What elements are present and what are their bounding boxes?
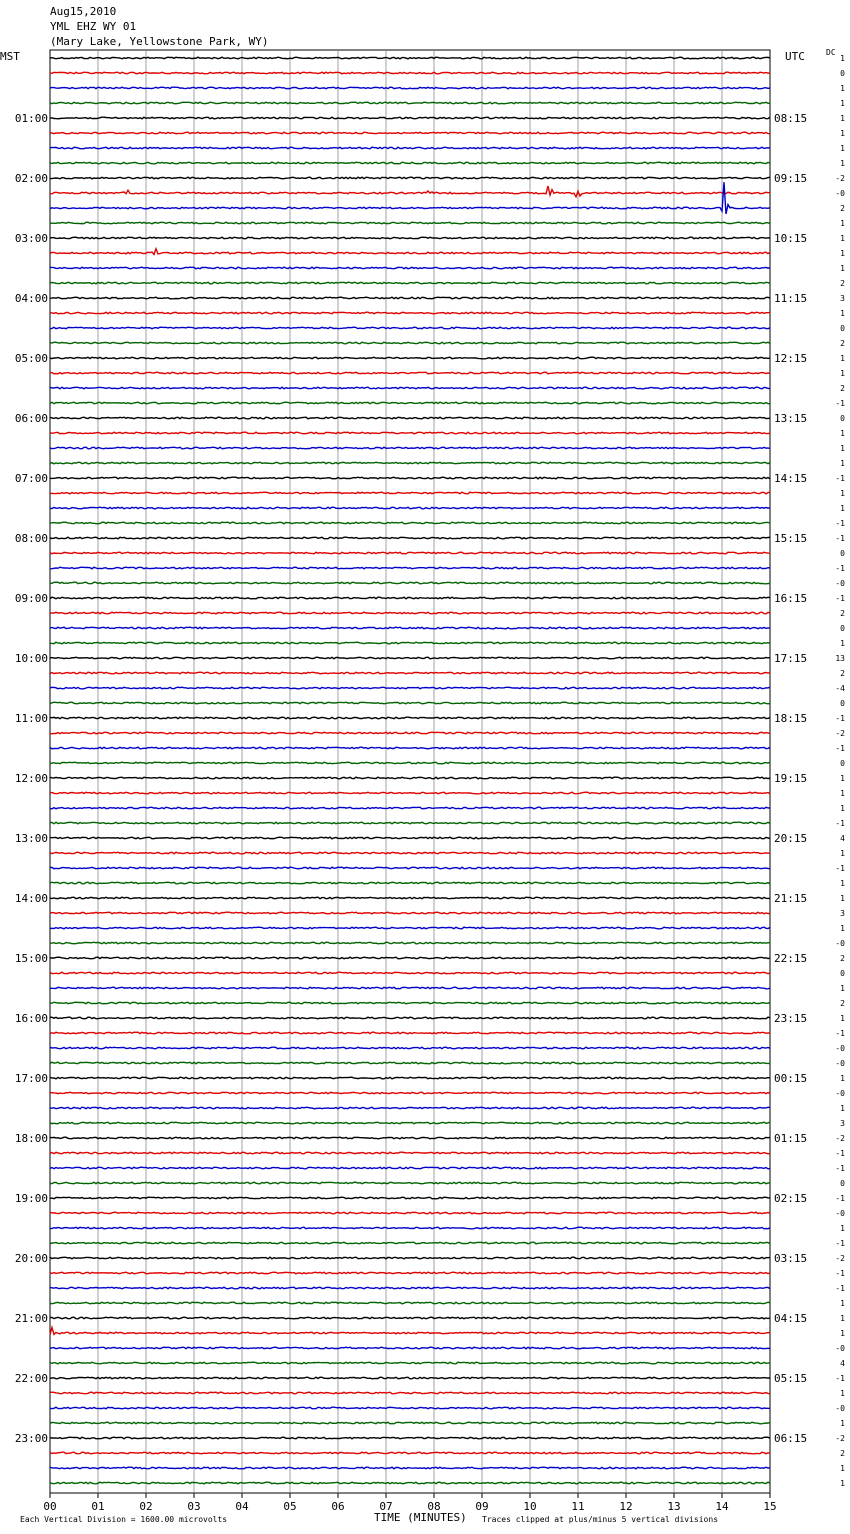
mst-hour-label: 12:00 bbox=[14, 772, 48, 785]
dc-offset-label: -1 bbox=[835, 1374, 845, 1383]
utc-hour-label: 21:15 bbox=[774, 892, 808, 905]
dc-offset-label: -0 bbox=[835, 1089, 845, 1098]
seismic-trace bbox=[50, 1347, 770, 1349]
dc-offset-label: 0 bbox=[840, 969, 845, 978]
utc-hour-label: 04:15 bbox=[774, 1312, 808, 1325]
utc-hour-label: 14:15 bbox=[774, 472, 808, 485]
mst-hour-label: 22:00 bbox=[14, 1372, 48, 1385]
seismic-trace bbox=[50, 117, 770, 119]
dc-offset-label: -1 bbox=[835, 744, 845, 753]
mst-hour-label: 07:00 bbox=[14, 472, 48, 485]
dc-offset-label: 1 bbox=[840, 459, 845, 468]
dc-offset-label: 0 bbox=[840, 759, 845, 768]
dc-offset-label: 1 bbox=[840, 849, 845, 858]
seismic-trace bbox=[50, 432, 770, 434]
seismic-trace bbox=[50, 1212, 770, 1214]
dc-offset-label: 1 bbox=[840, 114, 845, 123]
seismic-trace bbox=[50, 837, 770, 839]
dc-offset-label: 1 bbox=[840, 804, 845, 813]
utc-hour-label: 22:15 bbox=[774, 952, 808, 965]
dc-offset-label: -1 bbox=[835, 564, 845, 573]
seismic-trace bbox=[50, 777, 770, 779]
dc-offset-label: 1 bbox=[840, 504, 845, 513]
seismic-trace bbox=[50, 387, 770, 389]
utc-label-group bbox=[774, 112, 807, 1445]
seismic-trace bbox=[50, 87, 770, 89]
seismic-trace bbox=[50, 327, 770, 329]
seismic-trace bbox=[50, 297, 770, 299]
seismic-trace bbox=[50, 672, 770, 674]
dc-offset-label: -2 bbox=[835, 729, 845, 738]
seismic-trace bbox=[50, 402, 770, 404]
dc-offset-label: 1 bbox=[840, 429, 845, 438]
dc-offset-label: -1 bbox=[835, 534, 845, 543]
seismic-trace bbox=[50, 687, 770, 689]
dc-offset-label: 0 bbox=[840, 624, 845, 633]
seismic-trace bbox=[50, 1017, 770, 1019]
dc-offset-label: 1 bbox=[840, 639, 845, 648]
dc-offset-label: 1 bbox=[840, 1314, 845, 1323]
mst-hour-label: 19:00 bbox=[14, 1192, 48, 1205]
seismic-trace bbox=[50, 57, 770, 59]
utc-hour-label: 02:15 bbox=[774, 1192, 808, 1205]
mst-hour-label: 09:00 bbox=[14, 592, 48, 605]
dc-offset-label: -1 bbox=[835, 1164, 845, 1173]
x-tick-label: 14 bbox=[715, 1500, 729, 1513]
dc-offset-label: 3 bbox=[840, 294, 845, 303]
dc-offset-label: 1 bbox=[840, 1104, 845, 1113]
seismic-trace bbox=[50, 222, 770, 224]
dc-offset-label: -2 bbox=[835, 1254, 845, 1263]
seismic-trace bbox=[50, 552, 770, 554]
dc-offset-label: 1 bbox=[840, 1419, 845, 1428]
seismic-trace bbox=[50, 1137, 770, 1139]
seismic-trace bbox=[50, 1182, 770, 1184]
dc-offset-label: -1 bbox=[835, 519, 845, 528]
mst-hour-label: 10:00 bbox=[14, 652, 48, 665]
seismic-trace bbox=[50, 627, 770, 629]
dc-offset-label: 1 bbox=[840, 1479, 845, 1488]
dc-offset-label: 2 bbox=[840, 204, 845, 213]
dc-offset-label: 1 bbox=[840, 879, 845, 888]
mst-hour-label: 11:00 bbox=[14, 712, 48, 725]
dc-offset-label: 1 bbox=[840, 54, 845, 63]
seismic-trace bbox=[50, 282, 770, 284]
dc-offset-label: 1 bbox=[840, 489, 845, 498]
seismic-trace bbox=[50, 987, 770, 989]
seismic-trace bbox=[50, 942, 770, 944]
dc-offset-label: -1 bbox=[835, 474, 845, 483]
x-tick-label: 13 bbox=[667, 1500, 681, 1513]
seismic-trace bbox=[50, 957, 770, 959]
seismic-trace bbox=[50, 1242, 770, 1244]
dc-offset-label: 1 bbox=[840, 264, 845, 273]
dc-offset-label: 1 bbox=[840, 234, 845, 243]
seismic-trace bbox=[50, 1077, 770, 1079]
scale-note: Each Vertical Division = 1600.00 microvolts bbox=[20, 1515, 228, 1524]
mst-hour-label: 01:00 bbox=[14, 112, 48, 125]
dc-offset-label: 1 bbox=[840, 159, 845, 168]
seismic-trace bbox=[50, 717, 770, 719]
dc-offset-label: -0 bbox=[835, 1059, 845, 1068]
x-tick-label: 00 bbox=[43, 1500, 57, 1513]
dc-offset-label: -0 bbox=[835, 1404, 845, 1413]
seismic-trace bbox=[50, 132, 770, 134]
seismic-trace bbox=[50, 462, 770, 464]
dc-offset-label: 3 bbox=[840, 909, 845, 918]
utc-hour-label: 10:15 bbox=[774, 232, 808, 245]
dc-offset-label: 0 bbox=[840, 699, 845, 708]
seismic-trace bbox=[50, 1422, 770, 1424]
clip-note: Traces clipped at plus/minus 5 vertical divisions bbox=[482, 1515, 719, 1524]
mst-hour-label: 13:00 bbox=[14, 832, 48, 845]
dc-offset-label: 1 bbox=[840, 774, 845, 783]
seismic-trace bbox=[50, 972, 770, 974]
seismic-trace bbox=[50, 1377, 770, 1379]
dc-axis-title: DC bbox=[826, 48, 836, 57]
x-tick-label: 10 bbox=[523, 1500, 537, 1513]
mst-hour-label: 20:00 bbox=[14, 1252, 48, 1265]
plot-date: Aug15,2010 bbox=[50, 5, 117, 18]
seismic-trace bbox=[50, 1152, 770, 1154]
x-tick-label: 12 bbox=[619, 1500, 633, 1513]
x-tick-label: 07 bbox=[379, 1500, 393, 1513]
seismic-trace bbox=[50, 612, 770, 614]
dc-offset-label: 0 bbox=[840, 69, 845, 78]
dc-offset-label: -0 bbox=[835, 189, 845, 198]
seismic-trace bbox=[50, 792, 770, 794]
seismic-trace bbox=[50, 912, 770, 914]
x-tick-label: 02 bbox=[139, 1500, 153, 1513]
seismic-trace bbox=[50, 417, 770, 419]
dc-offset-label: -1 bbox=[835, 1239, 845, 1248]
seismic-trace bbox=[50, 507, 770, 509]
utc-hour-label: 00:15 bbox=[774, 1072, 808, 1085]
dc-offset-label: -1 bbox=[835, 1029, 845, 1038]
dc-offset-label: 1 bbox=[840, 84, 845, 93]
dc-offset-label: 2 bbox=[840, 609, 845, 618]
utc-hour-label: 19:15 bbox=[774, 772, 808, 785]
dc-offset-label: 1 bbox=[840, 309, 845, 318]
dc-offset-label: -4 bbox=[835, 684, 845, 693]
dc-offset-label: -2 bbox=[835, 174, 845, 183]
seismic-trace bbox=[50, 1032, 770, 1034]
utc-hour-label: 13:15 bbox=[774, 412, 808, 425]
seismic-trace bbox=[50, 537, 770, 539]
seismic-trace bbox=[50, 1197, 770, 1199]
dc-offset-label: 2 bbox=[840, 279, 845, 288]
trace-group bbox=[50, 57, 770, 1484]
seismic-trace bbox=[50, 1227, 770, 1229]
dc-offset-label: -0 bbox=[835, 1209, 845, 1218]
utc-hour-label: 06:15 bbox=[774, 1432, 808, 1445]
dc-offset-label: 1 bbox=[840, 1299, 845, 1308]
utc-hour-label: 18:15 bbox=[774, 712, 808, 725]
seismic-trace bbox=[50, 372, 770, 374]
seismic-trace bbox=[50, 657, 770, 659]
dc-offset-label: 13 bbox=[835, 654, 845, 663]
seismic-trace bbox=[50, 522, 770, 524]
dc-offset-label: 1 bbox=[840, 1389, 845, 1398]
x-tick-label: 01 bbox=[91, 1500, 105, 1513]
dc-offset-label: 1 bbox=[840, 924, 845, 933]
utc-hour-label: 16:15 bbox=[774, 592, 808, 605]
dc-offset-label: 0 bbox=[840, 324, 845, 333]
x-tick-label: 15 bbox=[763, 1500, 777, 1513]
seismic-trace bbox=[50, 1362, 770, 1364]
seismic-trace bbox=[50, 1407, 770, 1409]
seismic-trace bbox=[50, 492, 770, 494]
dc-offset-label: -1 bbox=[835, 1284, 845, 1293]
dc-offset-label: 2 bbox=[840, 669, 845, 678]
seismic-trace bbox=[50, 1467, 770, 1469]
utc-hour-label: 05:15 bbox=[774, 1372, 808, 1385]
seismic-trace bbox=[50, 867, 770, 869]
seismic-trace bbox=[50, 237, 770, 239]
dc-offset-label: 1 bbox=[840, 369, 845, 378]
mst-hour-label: 16:00 bbox=[14, 1012, 48, 1025]
seismic-trace bbox=[50, 1062, 770, 1064]
seismic-trace bbox=[50, 1302, 770, 1304]
seismic-trace bbox=[50, 1047, 770, 1049]
seismic-trace bbox=[50, 1122, 770, 1124]
dc-offset-label: 2 bbox=[840, 954, 845, 963]
seismic-trace bbox=[50, 882, 770, 884]
dc-offset-label: -1 bbox=[835, 399, 845, 408]
dc-offset-label: 1 bbox=[840, 249, 845, 258]
seismic-trace bbox=[50, 177, 770, 179]
dc-offset-label: 1 bbox=[840, 219, 845, 228]
seismic-trace bbox=[50, 357, 770, 359]
x-tick-label: 08 bbox=[427, 1500, 441, 1513]
dc-offset-label: 1 bbox=[840, 984, 845, 993]
utc-hour-label: 01:15 bbox=[774, 1132, 808, 1145]
mst-axis-title: MST bbox=[0, 50, 20, 63]
seismic-trace bbox=[50, 447, 770, 449]
dc-offset-label: 1 bbox=[840, 1224, 845, 1233]
dc-offset-label: -0 bbox=[835, 1344, 845, 1353]
utc-hour-label: 03:15 bbox=[774, 1252, 808, 1265]
dc-offset-label: 2 bbox=[840, 999, 845, 1008]
dc-offset-label: -0 bbox=[835, 1044, 845, 1053]
seismic-trace bbox=[50, 267, 770, 269]
mst-hour-label: 21:00 bbox=[14, 1312, 48, 1325]
dc-offset-label: 1 bbox=[840, 144, 845, 153]
seismic-trace bbox=[50, 147, 770, 149]
seismic-trace bbox=[50, 312, 770, 314]
seismic-trace bbox=[50, 927, 770, 929]
dc-label-group bbox=[835, 54, 845, 1488]
seismic-trace bbox=[50, 732, 770, 734]
mst-hour-label: 23:00 bbox=[14, 1432, 48, 1445]
dc-offset-label: 1 bbox=[840, 894, 845, 903]
dc-offset-label: 1 bbox=[840, 1464, 845, 1473]
mst-hour-label: 02:00 bbox=[14, 172, 48, 185]
utc-hour-label: 20:15 bbox=[774, 832, 808, 845]
seismic-trace bbox=[50, 702, 770, 704]
x-tick-label: 05 bbox=[283, 1500, 297, 1513]
dc-offset-label: 1 bbox=[840, 129, 845, 138]
dc-offset-label: 1 bbox=[840, 1074, 845, 1083]
dc-offset-label: -1 bbox=[835, 594, 845, 603]
seismic-trace bbox=[50, 1482, 770, 1484]
dc-offset-label: 2 bbox=[840, 339, 845, 348]
seismic-trace bbox=[50, 1392, 770, 1394]
seismic-trace bbox=[50, 642, 770, 644]
seismic-trace bbox=[50, 102, 770, 104]
dc-offset-label: 0 bbox=[840, 414, 845, 423]
seismic-trace bbox=[50, 597, 770, 599]
dc-offset-label: 1 bbox=[840, 99, 845, 108]
dc-offset-label: 0 bbox=[840, 549, 845, 558]
x-tick-group bbox=[43, 1493, 776, 1513]
plot-frame bbox=[50, 50, 770, 1493]
dc-offset-label: -1 bbox=[835, 819, 845, 828]
utc-hour-label: 09:15 bbox=[774, 172, 808, 185]
utc-hour-label: 11:15 bbox=[774, 292, 808, 305]
dc-offset-label: 2 bbox=[840, 1449, 845, 1458]
dc-offset-label: 1 bbox=[840, 1014, 845, 1023]
seismic-trace bbox=[50, 582, 770, 584]
dc-offset-label: -1 bbox=[835, 864, 845, 873]
seismic-trace bbox=[50, 807, 770, 809]
seismic-trace bbox=[50, 1317, 770, 1319]
dc-offset-label: 1 bbox=[840, 1329, 845, 1338]
dc-offset-label: 0 bbox=[840, 1179, 845, 1188]
dc-offset-label: -2 bbox=[835, 1434, 845, 1443]
seismic-trace bbox=[50, 822, 770, 824]
x-tick-label: 03 bbox=[187, 1500, 201, 1513]
mst-hour-label: 06:00 bbox=[14, 412, 48, 425]
x-tick-label: 06 bbox=[331, 1500, 345, 1513]
seismic-trace bbox=[50, 762, 770, 764]
plot-location: (Mary Lake, Yellowstone Park, WY) bbox=[50, 35, 269, 48]
dc-offset-label: -0 bbox=[835, 579, 845, 588]
seismic-trace bbox=[50, 72, 770, 74]
seismic-trace bbox=[50, 1002, 770, 1004]
seismic-trace bbox=[50, 1092, 770, 1094]
dc-offset-label: 1 bbox=[840, 789, 845, 798]
mst-label-group bbox=[15, 112, 48, 1445]
utc-hour-label: 17:15 bbox=[774, 652, 808, 665]
seismic-trace bbox=[50, 182, 770, 214]
seismic-trace bbox=[50, 477, 770, 479]
time-grid bbox=[98, 50, 722, 1493]
seismic-trace bbox=[50, 1257, 770, 1259]
dc-offset-label: 4 bbox=[840, 1359, 845, 1368]
mst-hour-label: 17:00 bbox=[14, 1072, 48, 1085]
seismic-trace bbox=[50, 1327, 770, 1334]
dc-offset-label: 4 bbox=[840, 834, 845, 843]
dc-offset-label: -2 bbox=[835, 1134, 845, 1143]
seismic-trace bbox=[50, 747, 770, 749]
mst-hour-label: 08:00 bbox=[14, 532, 48, 545]
dc-offset-label: 1 bbox=[840, 444, 845, 453]
dc-offset-label: 1 bbox=[840, 354, 845, 363]
mst-hour-label: 15:00 bbox=[14, 952, 48, 965]
utc-hour-label: 15:15 bbox=[774, 532, 808, 545]
x-tick-label: 04 bbox=[235, 1500, 249, 1513]
dc-offset-label: -1 bbox=[835, 1269, 845, 1278]
seismic-trace bbox=[50, 186, 770, 197]
dc-offset-label: -0 bbox=[835, 939, 845, 948]
seismic-trace bbox=[50, 249, 770, 255]
utc-axis-title: UTC bbox=[785, 50, 805, 63]
mst-hour-label: 04:00 bbox=[14, 292, 48, 305]
seismic-trace bbox=[50, 162, 770, 164]
seismic-trace bbox=[50, 567, 770, 569]
x-tick-label: 11 bbox=[571, 1500, 585, 1513]
mst-hour-label: 03:00 bbox=[14, 232, 48, 245]
mst-hour-label: 05:00 bbox=[14, 352, 48, 365]
x-tick-label: 09 bbox=[475, 1500, 489, 1513]
plot-station: YML EHZ WY 01 bbox=[50, 20, 137, 33]
dc-offset-label: -1 bbox=[835, 714, 845, 723]
dc-offset-label: 2 bbox=[840, 384, 845, 393]
utc-hour-label: 23:15 bbox=[774, 1012, 808, 1025]
dc-offset-label: 3 bbox=[840, 1119, 845, 1128]
dc-offset-label: -1 bbox=[835, 1149, 845, 1158]
utc-hour-label: 08:15 bbox=[774, 112, 808, 125]
mst-hour-label: 18:00 bbox=[14, 1132, 48, 1145]
seismic-trace bbox=[50, 1437, 770, 1439]
seismic-trace bbox=[50, 852, 770, 854]
x-axis-title: TIME (MINUTES) bbox=[374, 1511, 467, 1524]
mst-hour-label: 14:00 bbox=[14, 892, 48, 905]
seismic-trace bbox=[50, 1107, 770, 1109]
seismic-trace bbox=[50, 897, 770, 899]
seismic-trace bbox=[50, 1272, 770, 1274]
seismic-trace bbox=[50, 1452, 770, 1454]
seismic-trace bbox=[50, 342, 770, 344]
utc-hour-label: 12:15 bbox=[774, 352, 808, 365]
seismic-trace bbox=[50, 1287, 770, 1289]
seismic-trace bbox=[50, 1167, 770, 1169]
dc-offset-label: -1 bbox=[835, 1194, 845, 1203]
